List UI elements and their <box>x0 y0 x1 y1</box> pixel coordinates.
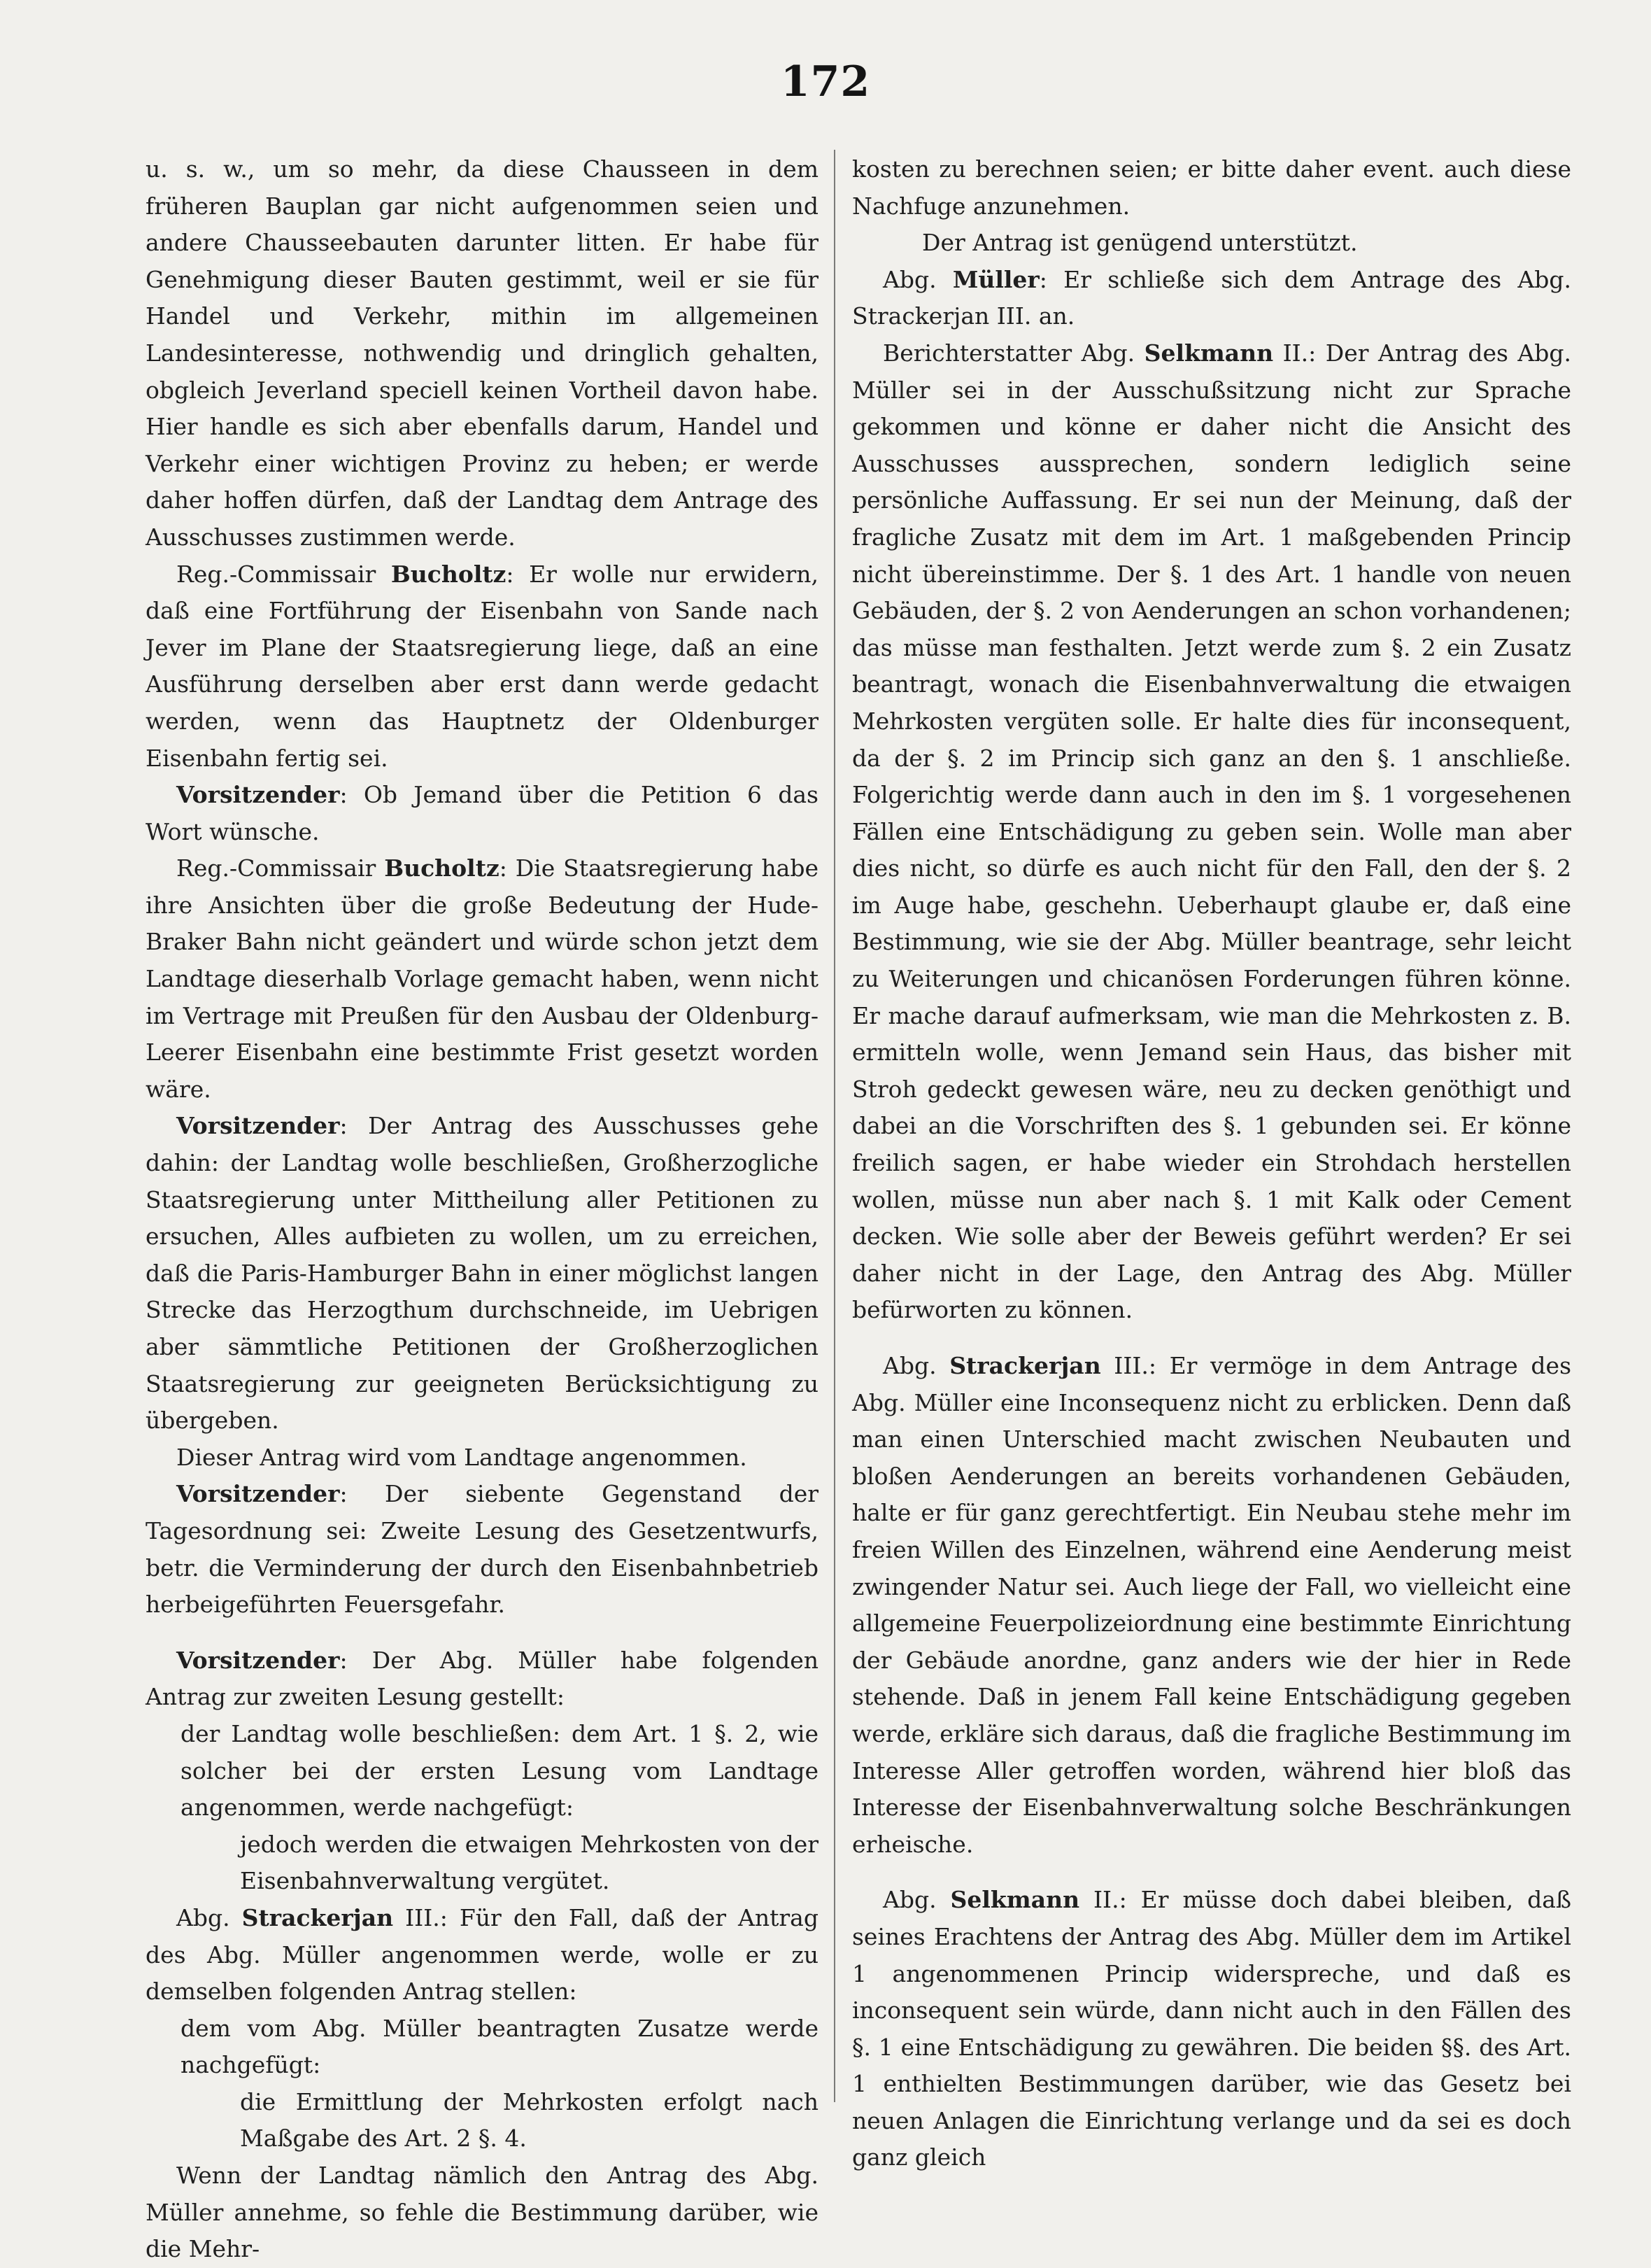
column-divider <box>834 150 835 2102</box>
speaker-name: Vorsitzender <box>176 1646 340 1674</box>
speaker-title: Reg.-Commissair <box>176 560 376 588</box>
speech-text: : Er schließe sich dem Antrage des Abg. Strackerjan III. an. <box>852 265 1571 330</box>
speech-paragraph <box>852 1348 1571 1863</box>
speech-text: : Der siebente Gegenstand der Tagesordnung sei: Zweite Lesung des Gesetzentwurfs, betr. die Verminderung der durch den Eisenbahnbetrieb herbeigeführten Feuersgefahr. <box>146 1480 819 1619</box>
speech-text: III.: Für den Fall, daß der Antrag des Abg. Müller angenommen werde, wolle er zu demselben folgenden Antrag stellen: <box>146 1903 819 2006</box>
speaker-title: Abg. <box>176 1903 230 1931</box>
left-column <box>146 151 819 2268</box>
paragraph: Wenn der Landtag nämlich den Antrag des Abg. Müller annehme, so fehle die Bestimmung darüber, wie die Mehr- <box>146 2162 819 2263</box>
speech-paragraph <box>146 777 819 850</box>
speech-text: : Ob Jemand über die Petition 6 das Wort wünsche. <box>146 781 819 845</box>
speech-paragraph <box>146 1476 819 1623</box>
speaker-title: Berichterstatter Abg. <box>883 339 1135 367</box>
speaker-name: Strackerjan <box>241 1903 394 1931</box>
speech-paragraph <box>146 850 819 1108</box>
speaker-name: Vorsitzender <box>176 1112 340 1140</box>
page-number: 172 <box>780 57 871 106</box>
speech-text: II.: Der Antrag des Abg. Müller sei in der Ausschußsitzung nicht zur Sprache gekommen und könne er daher nicht die Ansicht des Ausschusses aussprechen, sondern lediglich seine persönliche Auffassung. Er sei nun der Meinung, daß der fragliche Zusatz mit dem im Art. 1 maßgebenden Princip nicht übereinstimme. Der §. 1 des Art. 1 handle von neuen Gebäuden, der §. 2 von Aenderungen an schon vorhandenen; das müsse man festhalten. Jetzt werde zum §. 2 ein Zusatz beantragt, wonach die Eisenbahnverwaltung die etwaigen Mehrkosten vergüten solle. Er halte dies für inconsequent, da der §. 2 im Princip sich ganz an den §. 1 anschließe. Folgerichtig werde dann auch in den im §. 1 vorgesehenen Fällen eine Entschädigung zu geben sein. Wolle man aber dies nicht, so dürfe es auch nicht für den Fall, den der §. 2 im Auge habe, geschehn. Ueberhaupt glaube er, daß eine Bestimmung, wie sie der Abg. Müller beantrage, sehr leicht zu Weiterungen und chicanösen Forderungen führen könne. Er mache darauf aufmerksam, wie man die Mehrkosten z. B. ermitteln wolle, wenn Jemand sein Haus, das bisher mit Stroh gedeckt gewesen wäre, neu zu decken genöthigt und dabei an die Vorschriften des §. 1 gebunden sei. Er könne freilich sagen, er habe wieder ein Strohdach herstellen wollen, müsse nun aber nach §. 1 mit Kalk oder Cement decken. Wie solle aber der Beweis geführt werden? Er sei daher nicht in der Lage, den Antrag des Abg. Müller befürworten zu können. <box>852 339 1571 1324</box>
speech-text: : Der Antrag des Ausschusses gehe dahin: der Landtag wolle beschließen, Großherzogliche Staatsregierung unter Mittheilung aller Petitionen zu ersuchen, Alles aufbieten zu wollen, um zu erreichen, daß die Paris-Hamburger Bahn in einer möglichst langen Strecke das Herzogthum durchschneide, im Uebrigen aber sämmtliche Petitionen der Großherzoglichen Staatsregierung zur geeigneten Berücksichtigung zu übergeben. <box>146 1112 819 1435</box>
speech-text: II.: Er müsse doch dabei bleiben, daß seines Erachtens der Antrag des Abg. Müller dem im Artikel 1 angenommenen Princip widerspreche, und daß es inconsequent sein würde, dann nicht auch in den Fällen des §. 1 eine Entschädigung zu gewähren. Die beiden §§. des Art. 1 enthielten Bestimmungen darüber, wie das Gesetz bei neuen Anlagen die Einrichtung verlange und da sei es doch ganz gleich <box>852 1886 1571 2171</box>
speech-paragraph <box>146 1642 819 1716</box>
speech-paragraph <box>852 335 1571 1329</box>
quoted-motion-addendum: die Ermittlung der Mehrkosten erfolgt nach Maßgabe des Art. 2 §. 4. <box>240 2087 819 2153</box>
speaker-name: Vorsitzender <box>176 1480 340 1508</box>
speech-paragraph <box>852 1882 1571 2176</box>
speech-text: III.: Er vermöge in dem Antrage des Abg. Müller eine Inconsequenz nicht zu erblicken. Denn daß man einen Unterschied macht zwischen Neubauten und bloßen Aenderungen an bereits vorhandenen Gebäuden, halte er für ganz gerechtfertigt. Ein Neubau stehe mehr im freien Willen des Einzelnen, während eine Aenderung meist zwingender Natur sei. Auch liege der Fall, wo vielleicht eine allgemeine Feuerpolizeiordnung eine bestimmte Einrichtung der Gebäude anordne, ganz anders wie der hier in Rede stehende. Daß in jenem Fall keine Entschädigung gegeben werde, erkläre sich daraus, daß die fragliche Bestimmung im Interesse Aller getroffen worden, während hier bloß das Interesse der Eisenbahnverwaltung solche Beschränkungen erheische. <box>852 1352 1571 1858</box>
speaker-name: Bucholtz <box>390 560 506 588</box>
speaker-title: Abg. <box>883 265 937 293</box>
quoted-motion: der Landtag wolle beschließen: dem Art. 1 §. 2, wie solcher bei der ersten Lesung vom Landtage angenommen, werde nachgefügt: <box>180 1719 819 1822</box>
speech-paragraph <box>852 262 1571 335</box>
speaker-name: Selkmann <box>950 1886 1080 1914</box>
speaker-name: Strackerjan <box>949 1352 1101 1379</box>
paragraph: Der Antrag ist genügend unterstützt. <box>922 229 1358 257</box>
speaker-name: Vorsitzender <box>176 781 340 809</box>
speech-text: : Er wolle nur erwidern, daß eine Fortführung der Eisenbahn von Sande nach Jever im Plane der Staatsregierung liege, daß an eine Ausführung derselben aber erst dann werde gedacht werden, wenn das Hauptnetz der Oldenburger Eisenbahn fertig sei. <box>146 560 819 772</box>
speaker-name: Müller <box>952 265 1040 293</box>
speech-text: : Der Abg. Müller habe folgenden Antrag zur zweiten Lesung gestellt: <box>146 1646 819 1711</box>
speaker-title: Reg.-Commissair <box>176 854 376 882</box>
quoted-motion: dem vom Abg. Müller beantragten Zusatze werde nachgefügt: <box>180 2014 819 2079</box>
speech-text: : Die Staatsregierung habe ihre Ansichten über die große Bedeutung der Hude-Braker Bahn nicht geändert und würde schon jetzt dem Landtage dieserhalb Vorlage gemacht haben, wenn nicht im Vertrage mit Preußen für den Ausbau der Oldenburg-Leerer Eisenbahn eine bestimmte Frist gesetzt worden wäre. <box>146 854 819 1103</box>
paragraph: kosten zu berechnen seien; er bitte daher event. auch diese Nachfuge anzunehmen. <box>852 155 1571 220</box>
speaker-title: Abg. <box>883 1886 937 1914</box>
speech-paragraph <box>146 556 819 777</box>
speech-paragraph <box>146 1108 819 1439</box>
paragraph: Dieser Antrag wird vom Landtage angenommen. <box>176 1443 747 1471</box>
paragraph: u. s. w., um so mehr, da diese Chausseen in dem früheren Bauplan gar nicht aufgenommen seien und andere Chausseebauten darunter litten. Er habe für Genehmigung dieser Bauten gestimmt, weil er sie für Handel und Verkehr, mithin im allgemeinen Landesinteresse, nothwendig und dringlich gehalten, obgleich Jeverland speciell keinen Vortheil davon habe. Hier handle es sich aber ebenfalls darum, Handel und Verkehr einer wichtigen Provinz zu heben; er werde daher hoffen dürfen, daß der Landtag dem Antrage des Ausschusses zustimmen werde. <box>146 155 819 551</box>
quoted-motion-addendum: jedoch werden die etwaigen Mehrkosten von der Eisenbahnverwaltung vergütet. <box>240 1830 819 1895</box>
speaker-title: Abg. <box>883 1352 937 1379</box>
speaker-name: Selkmann <box>1144 339 1274 367</box>
speaker-name: Bucholtz <box>384 854 499 882</box>
speech-paragraph <box>146 1900 819 2010</box>
right-column <box>852 151 1571 2176</box>
